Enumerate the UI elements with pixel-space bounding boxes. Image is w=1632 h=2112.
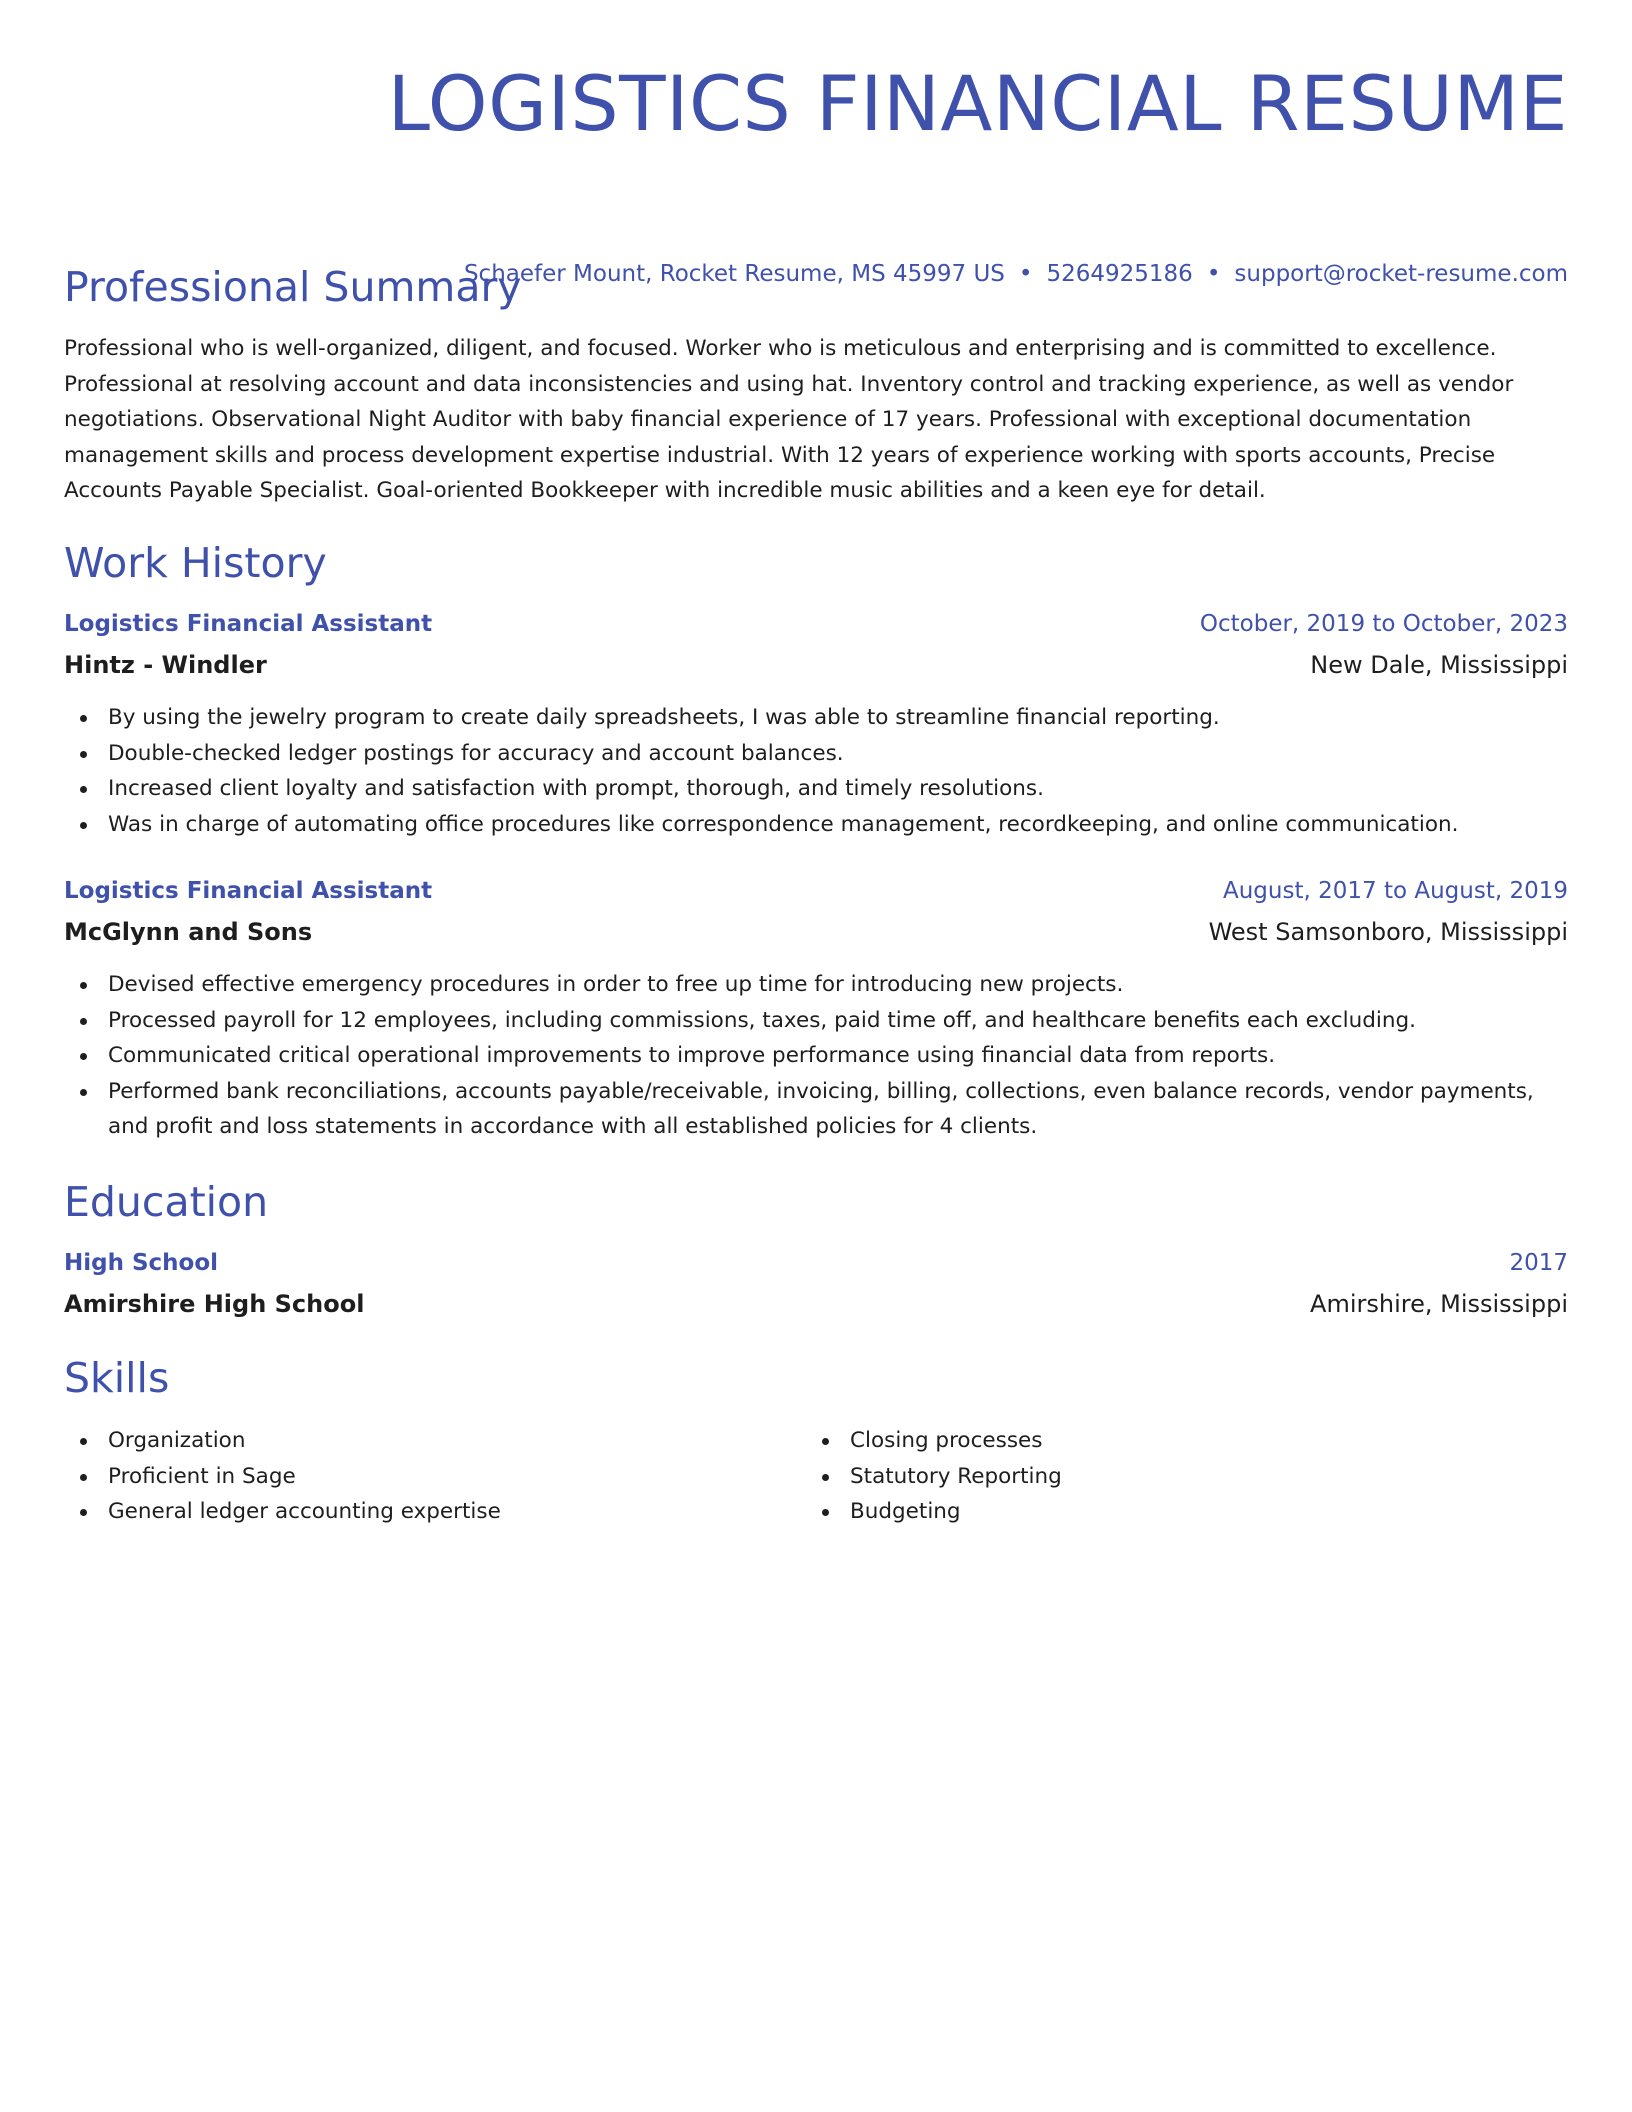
list-item: Processed payroll for 12 employees, including commissions, taxes, paid time off, and healthcare benefits each excluding.: [64, 1003, 1568, 1039]
skill-item: Budgeting: [806, 1494, 1548, 1530]
list-item: Devised effective emergency procedures in order to free up time for introducing new projects.: [64, 967, 1568, 1003]
section-title-summary: Professional Summary: [64, 263, 522, 311]
job-bullets: [64, 967, 1568, 1145]
job-location: West Samsonboro, Mississippi: [1208, 918, 1568, 946]
education-subheader: [64, 1290, 1568, 1318]
job-dates: August, 2017 to August, 2019: [1223, 878, 1568, 904]
skills-column-left: [64, 1423, 806, 1530]
skill-item: General ledger accounting expertise: [64, 1494, 806, 1530]
job-subheader: [64, 918, 1568, 946]
skill-item: Proficient in Sage: [64, 1459, 806, 1495]
job-header: [64, 611, 1568, 637]
job-role: Logistics Financial Assistant: [64, 878, 433, 904]
contact-phone: 5264925186: [1046, 261, 1193, 287]
list-item: Communicated critical operational improvements to improve performance using financial data from reports.: [64, 1038, 1568, 1074]
education-school: Amirshire High School: [64, 1290, 365, 1318]
education-year: 2017: [1509, 1250, 1568, 1276]
section-title-education: Education: [64, 1178, 269, 1226]
contact-line: [464, 257, 1568, 291]
contact-separator: •: [1018, 261, 1033, 287]
list-item: Increased client loyalty and satisfaction with prompt, thorough, and timely resolutions.: [64, 771, 1568, 807]
contact-email[interactable]: support@rocket-resume.com: [1234, 261, 1568, 287]
education-location: Amirshire, Mississippi: [1310, 1290, 1568, 1318]
job-header: [64, 878, 1568, 904]
list-item: Double-checked ledger postings for accuracy and account balances.: [64, 736, 1568, 772]
contact-separator: •: [1206, 261, 1221, 287]
skill-item: Closing processes: [806, 1423, 1548, 1459]
resume-title: LOGISTICS FINANCIAL RESUME: [387, 59, 1568, 148]
contact-address: Schaefer Mount, Rocket Resume, MS 45997 US: [463, 261, 1005, 287]
job-company: Hintz - Windler: [64, 651, 267, 679]
section-title-skills: Skills: [64, 1354, 170, 1402]
education-degree: High School: [64, 1250, 219, 1276]
job-company: McGlynn and Sons: [64, 918, 313, 946]
summary-text: Professional who is well-organized, diligent, and focused. Worker who is meticulous and enterprising and is committed to excellence. Professional at resolving account and data inconsistencies and using hat. Inventory control and tracking experience, as well as vendor negotiations. Observational Night Auditor with baby financial experience of 17 years. Professional with exceptional documentation management skills and process development expertise industrial. With 12 years of experience working with sports accounts, Precise Accounts Payable Specialist. Goal-oriented Bookkeeper with incredible music abilities and a keen eye for detail.: [64, 336, 1514, 503]
job-bullets: [64, 700, 1568, 842]
job-subheader: [64, 651, 1568, 679]
skill-item: Organization: [64, 1423, 806, 1459]
education-header: [64, 1250, 1568, 1276]
skills-column-right: [806, 1423, 1548, 1530]
job-role: Logistics Financial Assistant: [64, 611, 433, 637]
list-item: By using the jewelry program to create daily spreadsheets, I was able to streamline financial reporting.: [64, 700, 1568, 736]
job-location: New Dale, Mississippi: [1310, 651, 1568, 679]
section-title-work-history: Work History: [64, 539, 327, 587]
list-item: Performed bank reconciliations, accounts payable/receivable, invoicing, billing, collections, even balance records, vendor payments, and profit and loss statements in accordance with all established policies for 4 clients.: [64, 1074, 1568, 1145]
job-dates: October, 2019 to October, 2023: [1199, 611, 1568, 637]
list-item: Was in charge of automating office procedures like correspondence management, recordkeeping, and online communication.: [64, 807, 1568, 843]
skills-grid: [64, 1423, 1568, 1530]
skill-item: Statutory Reporting: [806, 1459, 1548, 1495]
